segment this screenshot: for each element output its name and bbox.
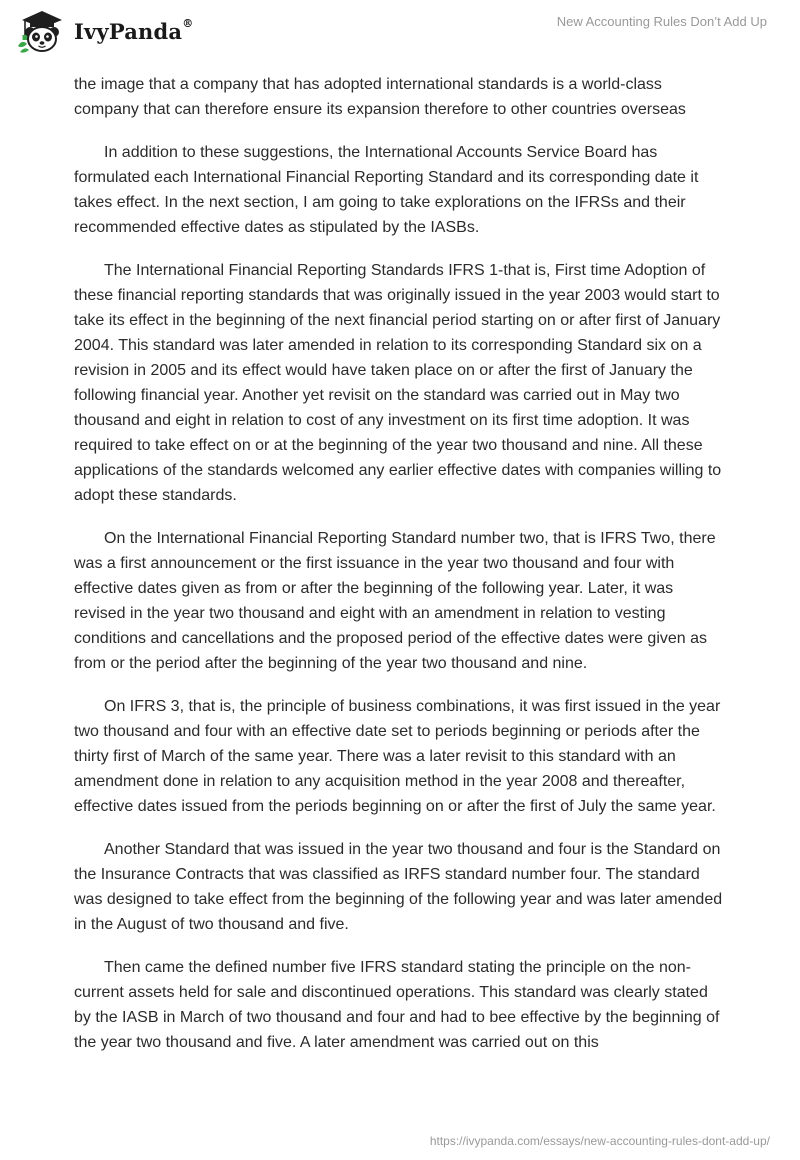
paragraph: The International Financial Reporting Standards IFRS 1-that is, First time Adoption of these financial reporting standards that was originally issued in the year 2003 would start to take its effect in the beginning of the next financial period starting on or after first of January 2004. This standard was later amended in relation to its corresponding Standard six on a revision in 2005 and its effect would have taken place on or after the first of January the following financial year. Another yet revisit on the standard was carried out in May two thousand and eight in relation to cost of any investment on its first time adoption. It was required to take effect on or at the beginning of the year two thousand and nine. All these applications of the standards welcomed any earlier effective dates with companies willing to adopt these standards. xyxy=(74,262,722,504)
paragraph: On the International Financial Reporting Standard number two, that is IFRS Two, there was a first announcement or the first issuance in the year two thousand and four with effective dates given as from or after the beginning of the following year. Later, it was revised in the year two thousand and eight with an amendment in relation to vesting conditions and cancellations and the proposed period of the effective dates were given as from or the period after the beginning of the year two thousand and nine. xyxy=(74,530,716,672)
document-title: New Accounting Rules Don’t Add Up xyxy=(556,14,767,29)
page-header xyxy=(0,0,800,64)
paragraph: In addition to these suggestions, the International Accounts Service Board has formulated each International Financial Reporting Standard and its corresponding date it takes effect. In the next section, I am going to take explorations on the IFRSs and their recommended effective dates as stipulated by the IASBs. xyxy=(74,144,699,236)
source-url-link[interactable]: https://ivypanda.com/essays/new-accounting-rules-dont-add-up/ xyxy=(429,1134,770,1148)
paragraph: the image that a company that has adopted international standards is a world-class company that can therefore ensure its expansion therefore to other countries overseas xyxy=(74,76,686,118)
ivypanda-logo[interactable] xyxy=(16,8,193,54)
essay-body xyxy=(74,72,726,1073)
panda-graduate-icon xyxy=(16,8,68,54)
paragraph: Another Standard that was issued in the year two thousand and four is the Standard on the Insurance Contracts that was classified as IRFS standard number four. The standard was designed to take effect from the beginning of the following year and was later amended in the August of two thousand and five. xyxy=(74,841,723,933)
paragraph: On IFRS 3, that is, the principle of business combinations, it was first issued in the year two thousand and four with an effective date set to periods beginning or periods after the thirty first of March of the same year. There was a later revisit to this standard with an amendment done in relation to any acquisition method in the year 2008 and thereafter, effective dates issued from the periods beginning on or after the first of July the same year. xyxy=(74,698,721,815)
brand-name: IvyPanda® xyxy=(74,16,194,44)
paragraph: Then came the defined number five IFRS standard stating the principle on the non-current assets held for sale and discontinued operations. This standard was clearly stated by the IASB in March of two thousand and four and had to bee effective by the beginning of the year two thousand and five. A later amendment was carried out on this xyxy=(74,959,720,1051)
